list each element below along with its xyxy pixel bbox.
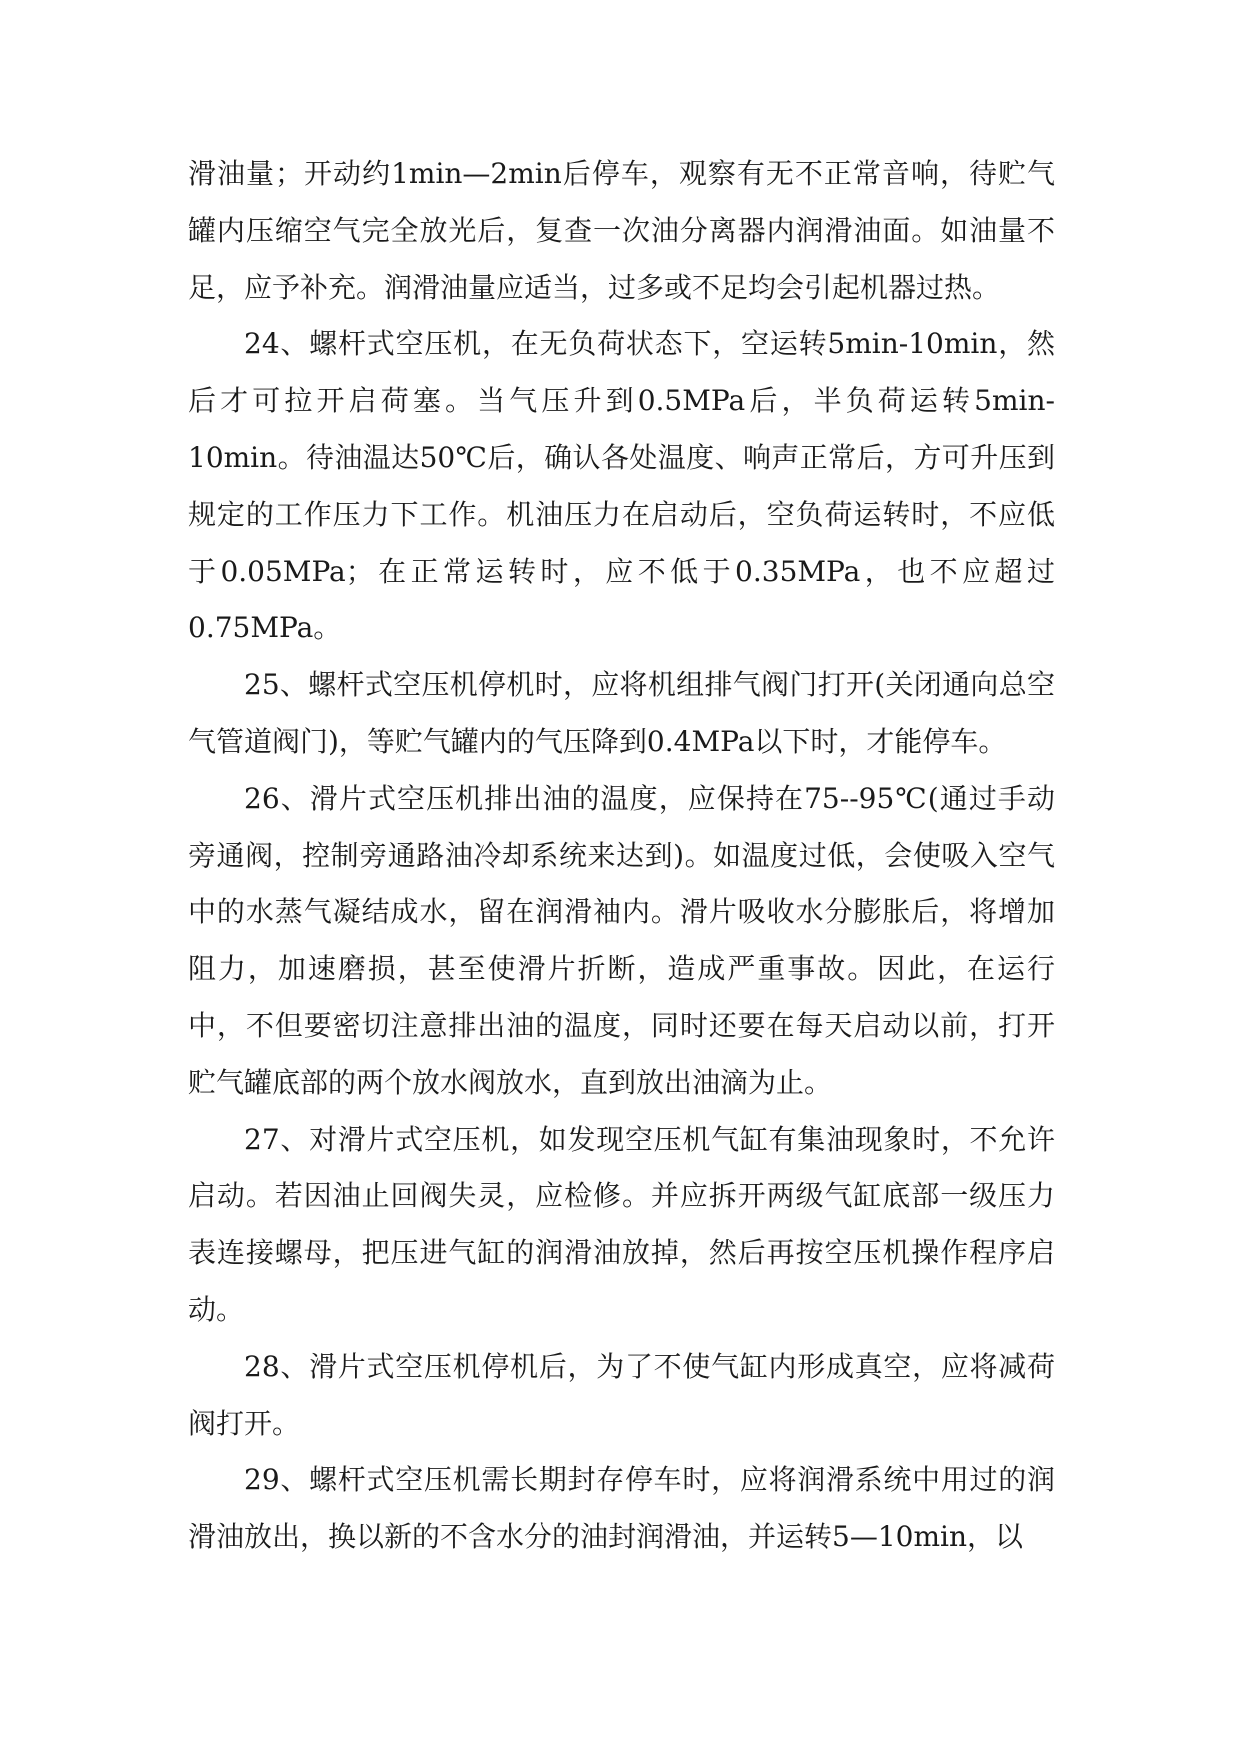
paragraph-continuation: 滑油量；开动约1min—2min后停车，观察有无不正常音响，待贮气罐内压缩空气完全放光后，复查一次油分离器内润滑油面。如油量不足，应予补充。润滑油量应适当，过多或不足均会引起机器过热。 — [188, 157, 1055, 304]
body-text — [188, 146, 1055, 1566]
paragraph-item-29: 29、螺杆式空压机需长期封存停车时，应将润滑系统中用过的润滑油放出，换以新的不含水分的油封润滑油，并运转5—10min，以 — [188, 1463, 1055, 1554]
paragraph-item-25: 25、螺杆式空压机停机时，应将机组排气阀门打开(关闭通向总空气管道阀门)，等贮气罐内的气压降到0.4MPa以下时，才能停车。 — [188, 668, 1055, 758]
paragraph-item-26: 26、滑片式空压机排出油的温度，应保持在75--95℃(通过手动旁通阀，控制旁通路油冷却系统来达到)。如温度过低，会使吸入空气中的水蒸气凝结成水，留在润滑袖内。滑片吸收水分膨胀后，将增加阻力，加速磨损，甚至使滑片折断，造成严重事故。因此，在运行中，不但要密切注意排出油的温度，同时还要在每天启动以前，打开贮气罐底部的两个放水阀放水，直到放出油滴为止。 — [188, 781, 1055, 1099]
paragraph-item-27: 27、对滑片式空压机，如发现空压机气缸有集油现象时，不允许启动。若因油止回阀失灵，应检修。并应拆开两级气缸底部一级压力表连接螺母，把压进气缸的润滑油放掉，然后再按空压机操作程序启动。 — [188, 1122, 1055, 1326]
paragraph-item-24: 24、螺杆式空压机，在无负荷状态下，空运转5min-10min，然后才可拉开启荷塞。当气压升到0.5MPa后，半负荷运转5min-10min。待油温达50℃后，确认各处温度、响声正常后，方可升压到规定的工作压力下工作。机油压力在启动后，空负荷运转时，不应低于0.05MPa；在正常运转时，应不低于0.35MPa，也不应超过0.75MPa。 — [188, 327, 1055, 645]
paragraph-item-28: 28、滑片式空压机停机后，为了不使气缸内形成真空，应将减荷阀打开。 — [188, 1349, 1055, 1440]
